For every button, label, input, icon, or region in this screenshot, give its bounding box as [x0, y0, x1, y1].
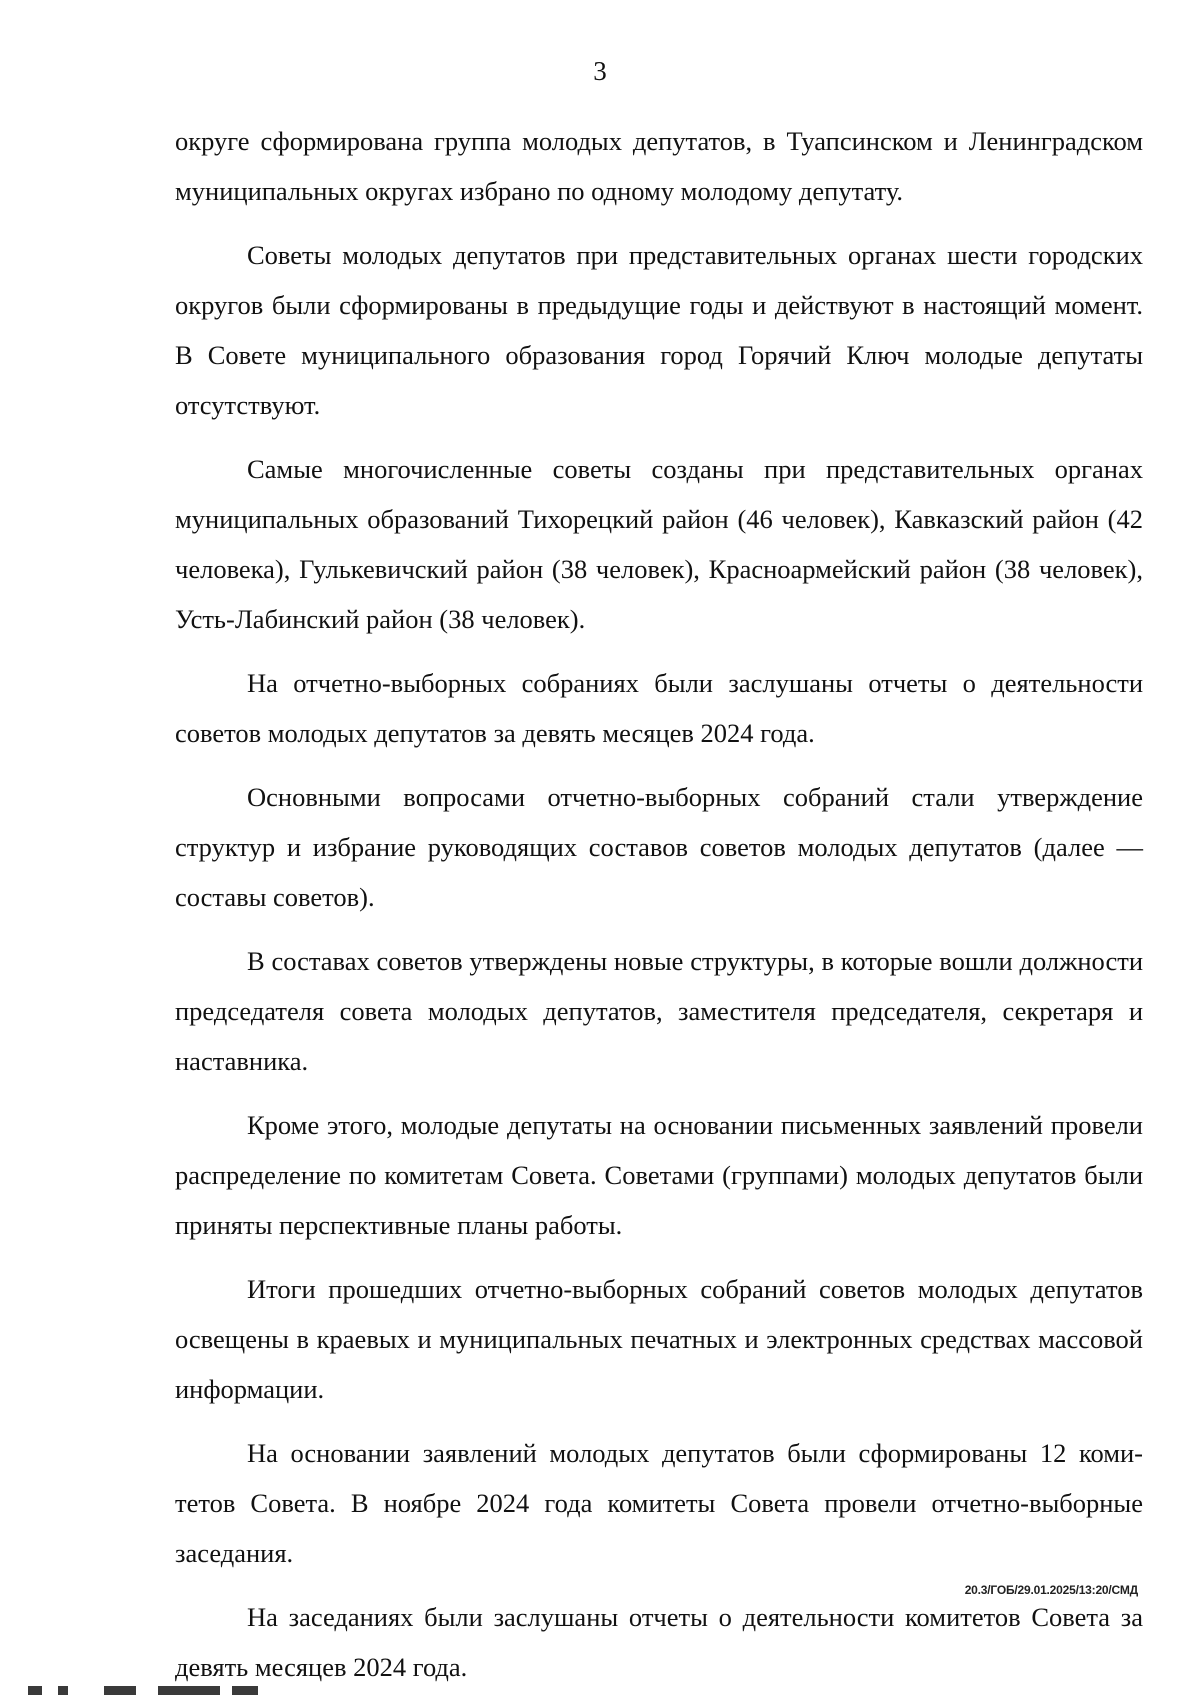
document-registration-code: 20.3/ГОБ/29.01.2025/13:20/СМД	[964, 1583, 1138, 1597]
paragraph-continuation: округе сформирована группа молодых депутатов, в Туапсинском и Ленинградском муниципальных округах избрано по одному молодому депутату.	[175, 126, 1143, 206]
scan-mark	[28, 1686, 42, 1695]
document-body	[175, 116, 1143, 1706]
paragraph: Советы молодых депутатов при представительных органах шести городских округов были сформированы в предыдущие годы и действуют в настоящий момент. В Совете муниципального образования город Горячий Ключ молодые депутаты отсутствуют.	[175, 240, 1143, 420]
scan-mark	[158, 1686, 220, 1695]
scan-mark	[232, 1686, 258, 1695]
paragraph: Кроме этого, молодые депутаты на основании письменных заявлений провели распределение по комитетам Совета. Советами (группами) молодых депутатов были приняты перспективные планы работы.	[175, 1110, 1143, 1240]
scan-mark	[104, 1686, 136, 1695]
paragraph: На основании заявлений молодых депутатов были сформированы 12 комитетов Совета. В ноябре 2024 года комитеты Совета провели отчетно-выборные заседания.	[175, 1438, 1143, 1568]
paragraph: На заседаниях были заслушаны отчеты о деятельности комитетов Совета за девять месяцев 2024 года.	[175, 1602, 1143, 1682]
paragraph: В составах советов утверждены новые структуры, в которые вошли должности председателя совета молодых депутатов, заместителя председателя, секретаря и наставника.	[175, 946, 1143, 1076]
paragraph: Итоги прошедших отчетно-выборных собраний советов молодых депутатов освещены в краевых и муниципальных печатных и электронных средствах массовой информации.	[175, 1274, 1143, 1404]
paragraph: Основными вопросами отчетно-выборных собраний стали утверждение структур и избрание руководящих составов советов молодых депутатов (далее — составы советов).	[175, 782, 1143, 912]
paragraph: На отчетно-выборных собраниях были заслушаны отчеты о деятельности советов молодых депутатов за девять месяцев 2024 года.	[175, 668, 1143, 748]
scan-edge-marks	[0, 1682, 320, 1697]
page-number: 3	[593, 56, 607, 86]
scan-mark	[58, 1686, 68, 1695]
paragraph: Самые многочисленные советы созданы при представительных органах муниципальных образований Тихорецкий район (46 человек), Кавказский район (42 человека), Гулькевичский район (38 человек), Красноармейский район (38 человек), Усть-Лабинский район (38 человек).	[175, 454, 1143, 634]
